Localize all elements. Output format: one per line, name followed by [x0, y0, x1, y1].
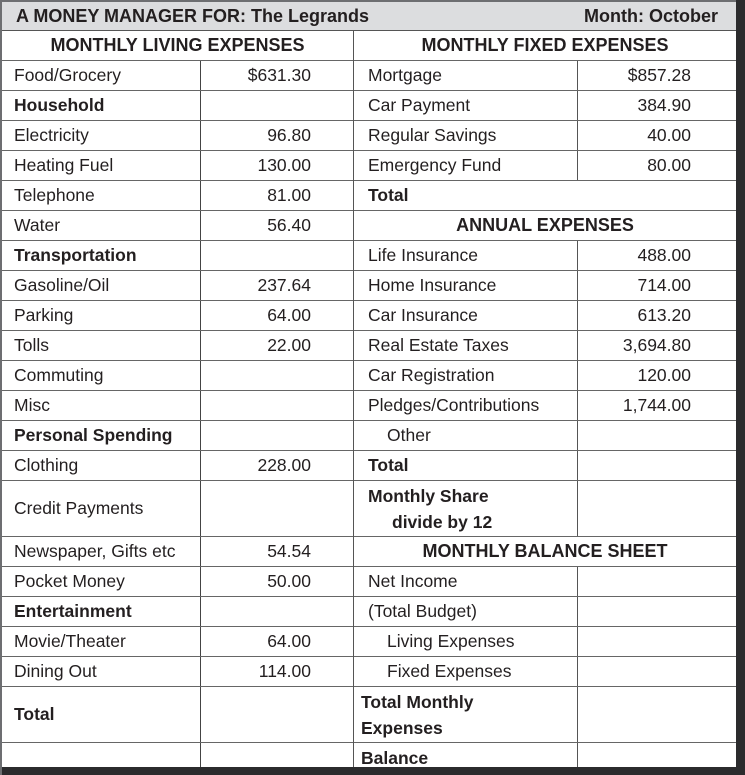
living-expense-label: Electricity — [2, 121, 201, 150]
fixed-expense-row-regular-savings — [354, 121, 736, 151]
living-expense-label: Gasoline/Oil — [2, 271, 201, 300]
annual-total-value[interactable] — [578, 451, 736, 480]
annual-expense-value[interactable]: 3,694.80 — [622, 335, 691, 355]
net-income-row — [354, 567, 736, 597]
fixed-expense-row-car-payment — [354, 91, 736, 121]
annual-expense-label: Car Insurance — [354, 301, 578, 330]
living-expense-row-dining-out — [2, 657, 353, 687]
annual-expense-value[interactable]: 120.00 — [637, 365, 691, 385]
living-expense-value[interactable] — [201, 391, 353, 420]
living-expense-label: Clothing — [2, 451, 201, 480]
annual-expense-label: Real Estate Taxes — [354, 331, 578, 360]
total-budget-label: (Total Budget) — [354, 597, 578, 626]
fixed-expense-label: Car Payment — [354, 91, 578, 120]
living-expense-label: Heating Fuel — [2, 151, 201, 180]
fixed-expense-value[interactable]: 40.00 — [647, 125, 691, 145]
net-income-value[interactable] — [578, 567, 736, 596]
fixed-expenses-heading-row — [354, 31, 736, 61]
annual-expense-row-real-estate-taxes — [354, 331, 736, 361]
monthly-share-label — [354, 481, 578, 536]
monthly-share-line2: divide by 12 — [392, 511, 493, 532]
living-expense-label: Entertainment — [2, 597, 201, 626]
living-expense-label: Dining Out — [2, 657, 201, 686]
frame-left-border — [0, 0, 2, 775]
fixed-total-label: Total — [368, 185, 409, 205]
fixed-expense-value[interactable]: $857.28 — [627, 65, 691, 85]
frame-right-shadow — [736, 0, 745, 775]
fixed-expense-label: Emergency Fund — [354, 151, 578, 180]
annual-expense-value[interactable] — [578, 421, 736, 450]
annual-expense-value[interactable]: 1,744.00 — [622, 395, 691, 415]
fixed-expense-label: Mortgage — [354, 61, 578, 90]
living-expense-value[interactable] — [201, 597, 353, 626]
living-expense-value[interactable] — [201, 421, 353, 450]
living-expense-value[interactable]: 130.00 — [257, 155, 311, 175]
living-expense-label: Commuting — [2, 361, 201, 390]
fixed-expense-row-emergency-fund — [354, 151, 736, 181]
living-expense-label: Newspaper, Gifts etc — [2, 537, 201, 566]
total-monthly-expenses-label — [354, 687, 578, 742]
annual-expense-label: Home Insurance — [354, 271, 578, 300]
living-expense-label: Total — [2, 687, 201, 742]
living-expense-row-entertainment — [2, 597, 353, 627]
title-bar — [2, 2, 736, 31]
living-expense-value[interactable]: 114.00 — [258, 661, 311, 681]
living-expense-row-electricity — [2, 121, 353, 151]
living-expense-label: Movie/Theater — [2, 627, 201, 656]
living-expense-label: Credit Payments — [2, 481, 201, 536]
living-expense-value[interactable]: 228.00 — [257, 455, 311, 475]
living-expense-row-tolls — [2, 331, 353, 361]
living-expenses-heading-row — [2, 31, 353, 61]
annual-expenses-heading-row — [354, 211, 736, 241]
living-expense-label: Parking — [2, 301, 201, 330]
living-expense-row-newspaper-gifts-etc — [2, 537, 353, 567]
net-income-label: Net Income — [354, 567, 578, 596]
total-monthly-line1: Total Monthly — [361, 691, 474, 712]
monthly-share-row — [354, 481, 736, 537]
total-budget-row — [354, 597, 736, 627]
living-expense-row-household — [2, 91, 353, 121]
total-monthly-expenses-row — [354, 687, 736, 743]
living-expense-row-telephone — [2, 181, 353, 211]
living-expense-label: Food/Grocery — [2, 61, 201, 90]
fixed-expenses-heading: MONTHLY FIXED EXPENSES — [421, 35, 669, 55]
fixed-total-row — [354, 181, 736, 211]
living-expense-label: Tolls — [2, 331, 201, 360]
fixed-expense-value[interactable]: 80.00 — [647, 155, 691, 175]
annual-expense-row-home-insurance — [354, 271, 736, 301]
living-expense-label: Transportation — [2, 241, 201, 270]
living-expense-value[interactable]: 54.54 — [267, 541, 311, 561]
balance-fixed-expenses-label: Fixed Expenses — [354, 657, 578, 686]
annual-expense-label: Pledges/Contributions — [354, 391, 578, 420]
living-expense-row-water — [2, 211, 353, 241]
month-label: Month: October — [584, 6, 718, 26]
living-expense-value[interactable]: 237.64 — [257, 275, 311, 295]
worksheet-title: A MONEY MANAGER FOR: The Legrands — [16, 6, 370, 26]
living-expense-row-food-grocery — [2, 61, 353, 91]
total-monthly-expenses-value[interactable] — [578, 687, 736, 742]
balance-sheet-heading: MONTHLY BALANCE SHEET — [422, 541, 668, 561]
living-expense-row-pocket-money — [2, 567, 353, 597]
annual-expense-value[interactable]: 488.00 — [637, 245, 691, 265]
living-expense-value[interactable] — [201, 241, 353, 270]
living-expense-row-gasoline-oil — [2, 271, 353, 301]
living-expense-row-credit-payments — [2, 481, 353, 537]
annual-expense-row-car-registration — [354, 361, 736, 391]
living-expense-label: Household — [2, 91, 201, 120]
fixed-expense-value[interactable]: 384.90 — [637, 95, 691, 115]
annual-expenses-heading: ANNUAL EXPENSES — [456, 215, 634, 235]
annual-expense-row-other — [354, 421, 736, 451]
living-expense-value[interactable] — [201, 687, 353, 742]
living-expense-value[interactable] — [201, 361, 353, 390]
living-expense-value[interactable]: 22.00 — [267, 335, 311, 355]
balance-living-expenses-value[interactable] — [578, 627, 736, 656]
annual-expense-value[interactable]: 613.20 — [637, 305, 691, 325]
living-expense-value[interactable]: 50.00 — [267, 571, 311, 591]
fixed-expense-row-mortgage — [354, 61, 736, 91]
balance-fixed-expenses-row — [354, 657, 736, 687]
fixed-expense-label: Regular Savings — [354, 121, 578, 150]
living-expense-value[interactable]: $631.30 — [247, 65, 311, 85]
living-expenses-heading: MONTHLY LIVING EXPENSES — [50, 35, 305, 55]
annual-total-label: Total — [354, 451, 578, 480]
annual-total-row — [354, 451, 736, 481]
annual-expense-row-life-insurance — [354, 241, 736, 271]
annual-expense-row-car-insurance — [354, 301, 736, 331]
living-expense-value[interactable] — [201, 481, 353, 536]
living-expense-value[interactable]: 64.00 — [267, 305, 311, 325]
living-expense-label: Pocket Money — [2, 567, 201, 596]
living-expense-row-movie-theater — [2, 627, 353, 657]
balance-fixed-expenses-value[interactable] — [578, 657, 736, 686]
living-expense-row-total — [2, 687, 353, 743]
annual-expense-label: Other — [354, 421, 578, 450]
living-expense-row-clothing — [2, 451, 353, 481]
living-expense-row-parking — [2, 301, 353, 331]
balance-label: Balance — [354, 743, 578, 773]
living-expense-label: Telephone — [2, 181, 201, 210]
total-budget-value[interactable] — [578, 597, 736, 626]
living-expense-row-heating-fuel — [2, 151, 353, 181]
living-expense-row-personal-spending — [2, 421, 353, 451]
living-expense-row-transportation — [2, 241, 353, 271]
balance-sheet-heading-row — [354, 537, 736, 567]
living-expense-row-commuting — [2, 361, 353, 391]
annual-expense-value[interactable]: 714.00 — [637, 275, 691, 295]
living-expense-value[interactable]: 81.00 — [267, 185, 311, 205]
living-expenses-section — [2, 31, 353, 773]
balance-living-expenses-row — [354, 627, 736, 657]
living-expense-label: Personal Spending — [2, 421, 201, 450]
living-expense-value[interactable] — [201, 91, 353, 120]
annual-expense-row-pledges-contributions — [354, 391, 736, 421]
frame-top-border — [0, 0, 736, 2]
living-expense-value[interactable]: 64.00 — [267, 631, 311, 651]
living-expense-value[interactable]: 96.80 — [267, 125, 311, 145]
annual-expense-label: Life Insurance — [354, 241, 578, 270]
living-expense-label: Water — [2, 211, 201, 240]
balance-living-expenses-label: Living Expenses — [354, 627, 578, 656]
annual-expense-label: Car Registration — [354, 361, 578, 390]
monthly-share-value[interactable] — [578, 481, 736, 536]
total-monthly-line2: Expenses — [361, 717, 443, 738]
living-expense-row-misc — [2, 391, 353, 421]
monthly-share-line1: Monthly Share — [368, 485, 489, 506]
fixed-annual-balance-section — [353, 31, 736, 773]
living-expense-label: Misc — [2, 391, 201, 420]
living-expense-value[interactable]: 56.40 — [267, 215, 311, 235]
frame-bottom-shadow — [2, 767, 745, 775]
